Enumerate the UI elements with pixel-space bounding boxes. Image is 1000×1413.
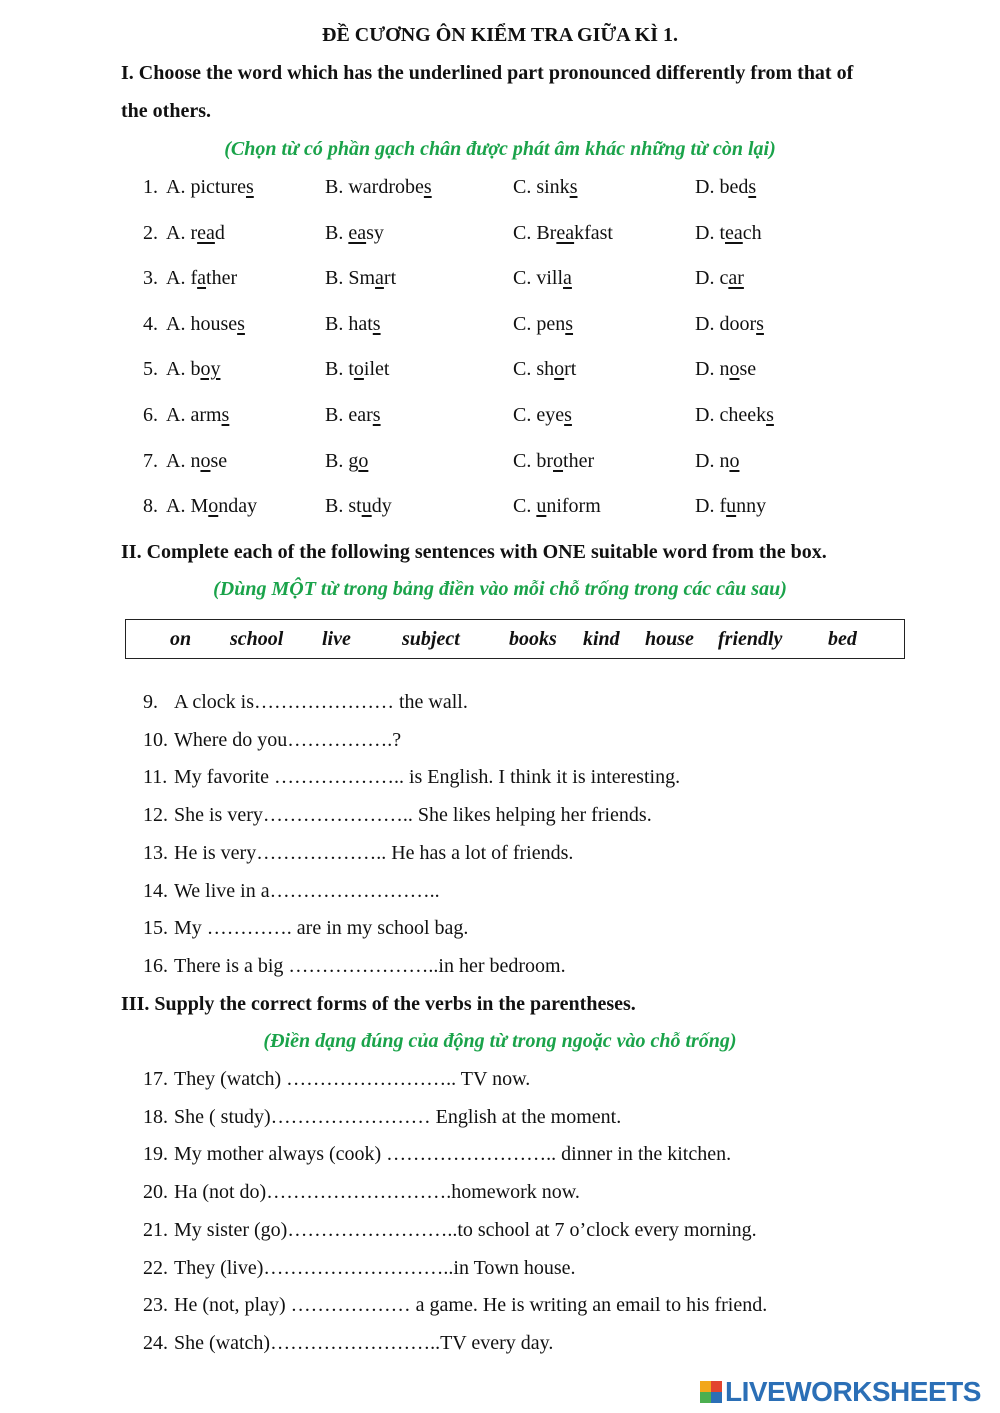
underlined-part: a <box>197 267 207 290</box>
option-c[interactable] <box>513 222 613 245</box>
section2-heading: II. Complete each of the following sentences with ONE suitable word from the box. <box>121 541 827 563</box>
option-label: D. <box>695 176 715 198</box>
option-label: D. <box>695 267 715 290</box>
underlined-part: o <box>353 358 364 381</box>
question-text[interactable]: There is a big …………………..in her bedroom. <box>174 954 566 977</box>
option-b[interactable] <box>325 313 381 336</box>
option-word-start: wardrobe <box>348 176 424 198</box>
option-word-start: n <box>719 449 730 472</box>
liveworksheets-logo <box>700 1374 981 1410</box>
option-word-end: kfast <box>574 221 613 244</box>
option-label: B. <box>325 176 344 198</box>
option-b[interactable] <box>325 358 389 381</box>
question-number: 10. <box>143 728 168 751</box>
option-label: C. <box>513 176 532 198</box>
option-word-end: d <box>214 221 225 244</box>
question-number: 17. <box>143 1068 168 1090</box>
word-box-item: books <box>509 628 557 650</box>
option-a[interactable] <box>166 176 254 199</box>
word-box-item: live <box>322 628 351 650</box>
underlined-part: s <box>372 404 381 426</box>
underlined-part: ea <box>197 221 215 244</box>
underlined-part: u <box>536 495 547 518</box>
option-b[interactable] <box>325 450 368 473</box>
option-label: D. <box>695 358 715 381</box>
option-b[interactable] <box>325 404 381 427</box>
option-label: A. <box>166 267 186 290</box>
question-number: 5. <box>143 358 158 381</box>
question-number: 1. <box>143 176 158 198</box>
option-word-end: nday <box>218 495 258 518</box>
underlined-part: ea <box>725 221 743 244</box>
word-box-item: kind <box>583 628 620 650</box>
liveworksheets-logo-icon <box>700 1381 722 1403</box>
option-label: B. <box>325 358 344 381</box>
underlined-part: s <box>221 404 230 426</box>
option-label: D. <box>695 312 715 335</box>
option-word-end: se <box>739 358 757 381</box>
word-box-item: house <box>645 628 694 650</box>
question-number: 9. <box>143 691 158 713</box>
underlined-part: s <box>756 312 764 335</box>
question-text[interactable]: Where do you…………….? <box>174 728 402 751</box>
question-number: 13. <box>143 841 168 864</box>
option-d[interactable] <box>695 267 744 290</box>
question-text[interactable]: He is very……………….. He has a lot of friends. <box>174 841 574 864</box>
option-label: A. <box>166 495 186 518</box>
page-title: ĐỀ CƯƠNG ÔN KIỂM TRA GIỮA KÌ 1. <box>322 24 678 46</box>
question-number: 16. <box>143 954 168 977</box>
option-label: A. <box>166 221 186 244</box>
option-d[interactable] <box>695 495 766 518</box>
option-d[interactable] <box>695 358 756 381</box>
underlined-part: u <box>361 495 372 518</box>
underlined-part: o <box>554 358 565 381</box>
option-word-start: ear <box>348 404 373 426</box>
question-number: 11. <box>143 766 168 789</box>
word-box-item: friendly <box>718 628 783 650</box>
question-number: 3. <box>143 267 158 290</box>
option-label: C. <box>513 267 532 290</box>
question-text[interactable]: They (live)………………………..in Town house. <box>174 1256 576 1279</box>
option-a[interactable] <box>166 267 237 290</box>
question-number: 15. <box>143 917 168 940</box>
underlined-part: o <box>729 449 740 472</box>
option-word-start: n <box>190 449 201 472</box>
option-word-start: f <box>190 267 198 290</box>
option-label: A. <box>166 449 186 472</box>
underlined-part: s <box>564 404 572 426</box>
section3-note: (Điền dạng đúng của động từ trong ngoặc vào chỗ trống) <box>263 1030 737 1052</box>
option-b[interactable] <box>325 495 392 518</box>
option-label: B. <box>325 267 344 290</box>
option-label: A. <box>166 404 186 426</box>
option-word-end: dy <box>371 495 392 518</box>
question-number: 6. <box>143 404 158 426</box>
option-c[interactable] <box>513 267 572 290</box>
underlined-part: s <box>766 404 774 426</box>
underlined-part: ea <box>556 221 575 244</box>
option-word-end: niform <box>546 495 601 518</box>
section1-note: (Chọn từ có phần gạch chân được phát âm khác những từ còn lại) <box>224 138 776 160</box>
question-number: 8. <box>143 495 158 518</box>
option-word-start: Br <box>536 221 557 244</box>
option-label: C. <box>513 358 532 381</box>
word-box-item: on <box>170 628 192 650</box>
option-label: D. <box>695 221 715 244</box>
question-text[interactable]: My …………. are in my school bag. <box>174 917 469 940</box>
underlined-part: ar <box>728 267 744 290</box>
option-d[interactable] <box>695 176 756 199</box>
question-text[interactable]: My sister (go)……………………..to school at 7 o’clock every morning. <box>174 1218 757 1241</box>
option-label: B. <box>325 404 344 426</box>
option-word-end: nny <box>736 495 767 518</box>
option-c[interactable] <box>513 450 594 473</box>
word-box-item: subject <box>402 628 460 650</box>
option-b[interactable] <box>325 176 432 199</box>
option-word-start: door <box>719 312 757 335</box>
option-d[interactable] <box>695 404 774 427</box>
question-text[interactable]: We live in a…………………….. <box>174 879 440 902</box>
option-label: A. <box>166 358 186 381</box>
option-label: B. <box>325 312 344 335</box>
question-text[interactable]: A clock is………………… the wall. <box>174 691 468 713</box>
underlined-part: oy <box>200 358 221 381</box>
section1-heading: I. Choose the word which has the underlined part pronounced differently from that of <box>121 62 854 84</box>
option-d[interactable] <box>695 313 764 336</box>
question-number: 18. <box>143 1105 168 1128</box>
option-b[interactable] <box>325 267 396 290</box>
option-d[interactable] <box>695 450 739 473</box>
option-c[interactable] <box>513 313 573 336</box>
option-word-start: vill <box>536 267 564 290</box>
option-word-start: t <box>348 358 354 381</box>
option-word-start: cheek <box>719 404 767 426</box>
option-a[interactable] <box>166 404 229 427</box>
option-word-end: se <box>210 449 228 472</box>
option-word-start: c <box>719 267 729 290</box>
underlined-part: u <box>726 495 737 518</box>
option-label: D. <box>695 495 715 518</box>
option-label: C. <box>513 221 532 244</box>
underlined-part: s <box>748 176 757 198</box>
option-label: A. <box>166 176 186 198</box>
underlined-part: o <box>208 495 219 518</box>
question-text[interactable]: She is very………………….. She likes helping her friends. <box>174 804 652 827</box>
underlined-part: s <box>245 176 254 198</box>
option-word-start: st <box>348 495 362 518</box>
question-number: 22. <box>143 1256 168 1279</box>
option-word-end: ther <box>206 267 238 290</box>
question-number: 2. <box>143 221 158 244</box>
option-word-start: Sm <box>348 267 376 290</box>
option-c[interactable] <box>513 358 576 381</box>
question-number: 19. <box>143 1143 168 1166</box>
option-word-start: r <box>190 221 198 244</box>
underlined-part: o <box>358 449 369 472</box>
question-text[interactable]: They (watch) …………………….. TV now. <box>174 1068 531 1090</box>
question-number: 23. <box>143 1294 168 1317</box>
question-number: 7. <box>143 449 158 472</box>
option-word-start: br <box>536 449 554 472</box>
option-label: A. <box>166 312 186 335</box>
option-word-start: g <box>348 449 359 472</box>
option-d[interactable] <box>695 222 762 245</box>
option-word-end: sy <box>366 221 384 244</box>
option-a[interactable] <box>166 222 225 245</box>
option-word-end: ilet <box>363 358 390 381</box>
question-number: 14. <box>143 879 168 902</box>
question-text[interactable]: Ha (not do)……………………….homework now. <box>174 1181 580 1204</box>
option-word-start: hat <box>348 312 373 335</box>
option-word-end: rt <box>564 358 577 381</box>
option-word-start: M <box>190 495 209 518</box>
option-label: C. <box>513 404 532 426</box>
underlined-part: s <box>372 312 381 335</box>
option-word-start: eye <box>536 404 565 426</box>
option-label: B. <box>325 449 344 472</box>
underlined-part: s <box>237 312 245 335</box>
option-a[interactable] <box>166 358 220 381</box>
question-number: 4. <box>143 312 158 335</box>
option-label: B. <box>325 221 344 244</box>
option-word-start: n <box>719 358 730 381</box>
option-c[interactable] <box>513 404 572 427</box>
watermark-text: LIVEWORKSHEETS <box>725 1376 981 1407</box>
option-word-start: picture <box>190 176 246 198</box>
underlined-part: s <box>569 176 578 198</box>
question-text[interactable]: She (watch)……………………..TV every day. <box>174 1331 554 1354</box>
underlined-part: o <box>729 358 740 381</box>
question-number: 12. <box>143 804 168 827</box>
option-word-end: rt <box>383 267 397 290</box>
option-word-start: arm <box>190 404 222 426</box>
question-number: 20. <box>143 1181 168 1204</box>
option-word-start: f <box>719 495 727 518</box>
option-label: C. <box>513 312 532 335</box>
underlined-part: s <box>565 312 574 335</box>
section3-heading: III. Supply the correct forms of the verbs in the parentheses. <box>121 993 636 1015</box>
underlined-part: s <box>423 176 432 198</box>
option-label: D. <box>695 449 715 472</box>
option-word-start: bed <box>719 176 749 198</box>
option-word-start: sink <box>536 176 570 198</box>
option-label: C. <box>513 449 532 472</box>
option-word-end: ch <box>742 221 762 244</box>
question-number: 24. <box>143 1331 168 1354</box>
option-word-start: pen <box>536 312 566 335</box>
option-word-end: ther <box>563 449 595 472</box>
question-text[interactable]: She ( study)…………………… English at the moment. <box>174 1105 622 1128</box>
underlined-part: ea <box>348 221 367 244</box>
question-number: 21. <box>143 1218 168 1241</box>
underlined-part: a <box>563 267 572 290</box>
option-a[interactable] <box>166 313 245 336</box>
option-label: B. <box>325 495 344 518</box>
option-word-start: t <box>719 221 726 244</box>
question-text[interactable]: My favorite ……………….. is English. I think it is interesting. <box>174 766 681 789</box>
option-word-start: house <box>190 312 238 335</box>
underlined-part: o <box>553 449 564 472</box>
option-label: C. <box>513 495 532 518</box>
underlined-part: o <box>200 449 211 472</box>
option-a[interactable] <box>166 495 257 518</box>
option-label: D. <box>695 404 715 426</box>
option-c[interactable] <box>513 176 577 199</box>
word-box-item: bed <box>828 628 857 650</box>
section2-note: (Dùng MỘT từ trong bảng điền vào mỗi chỗ trống trong các câu sau) <box>213 578 787 600</box>
word-box-item: school <box>230 628 284 650</box>
section1-heading-cont: the others. <box>121 100 211 122</box>
option-a[interactable] <box>166 450 227 473</box>
option-word-start: sh <box>536 358 555 381</box>
underlined-part: a <box>375 267 384 290</box>
option-word-start: b <box>190 358 201 381</box>
question-text[interactable]: He (not, play) ……………… a game. He is writing an email to his friend. <box>174 1294 768 1317</box>
option-c[interactable] <box>513 495 601 518</box>
word-box <box>125 619 905 659</box>
question-text[interactable]: My mother always (cook) …………………….. dinner in the kitchen. <box>174 1143 732 1166</box>
option-b[interactable] <box>325 222 384 245</box>
